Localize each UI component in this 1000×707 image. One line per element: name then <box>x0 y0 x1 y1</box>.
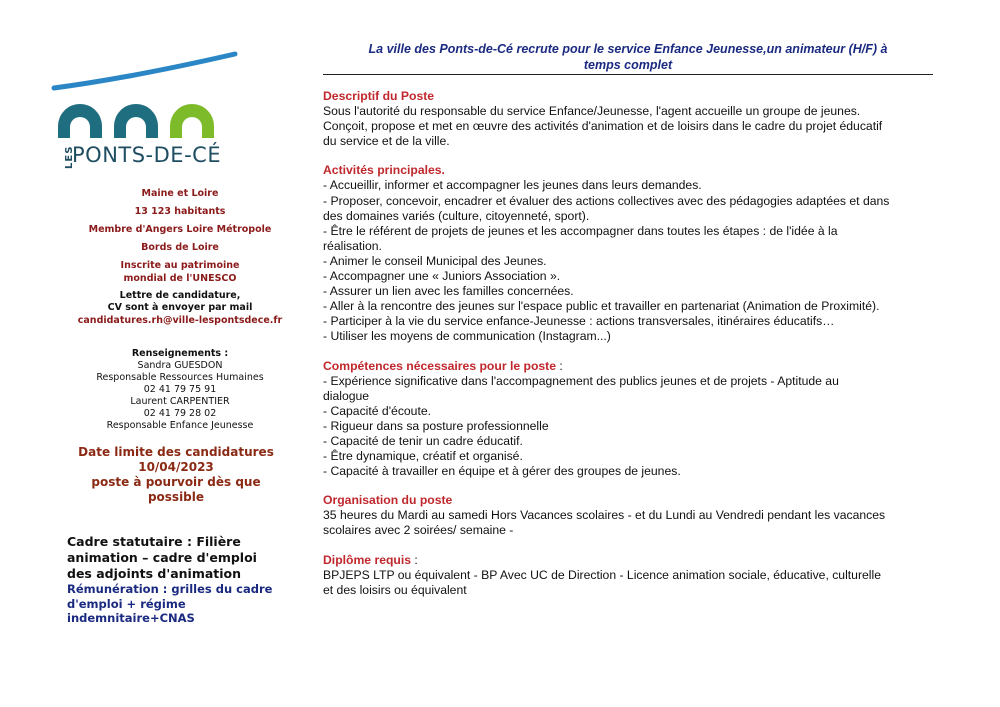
cadre-statutaire <box>67 534 292 582</box>
cadre-line1: Cadre statutaire : Filière <box>67 534 241 549</box>
job-title-line2: temps complet <box>583 57 673 72</box>
diplome-line2: et des loisirs ou équivalent <box>323 582 467 597</box>
activites-item: - Accompagner une « Juniors Association ». <box>323 269 561 284</box>
apply-line2: CV sont à envoyer par mail <box>107 302 253 313</box>
activites-item: - Participer à la vie du service enfance-Jeunesse : actions transversales, itinéraires éducatifs… <box>323 314 835 329</box>
descriptif-heading: Descriptif du Poste <box>323 89 435 103</box>
diplome-heading-row <box>323 553 938 568</box>
job-title-line1: La ville des Ponts-de-Cé recrute pour le service Enfance Jeunesse,un animateur (H/F) à <box>368 42 888 56</box>
competences-heading-row <box>323 359 938 374</box>
competences-heading: Compétences nécessaires pour le poste <box>323 358 557 373</box>
logo-les: LES <box>64 145 75 169</box>
contacts-info <box>60 348 300 432</box>
organisation-line2: scolaires avec 2 soirées/ semaine - <box>323 523 514 538</box>
activites-item: - Utiliser les moyens de communication (Instagram...) <box>323 329 611 344</box>
section-descriptif <box>323 89 938 149</box>
logo-wordmark <box>64 143 252 169</box>
competences-item: - Rigueur dans sa posture professionnelle <box>323 418 549 433</box>
diplome-colon: : <box>411 552 418 567</box>
logo-blue-swoosh <box>54 54 235 88</box>
organisation-heading: Organisation du poste <box>323 493 453 508</box>
activites-item: - Assurer un lien avec les familles concernées. <box>323 284 574 299</box>
activites-item: - Proposer, concevoir, encadrer et évaluer des actions collectives avec des pédagogies adaptées et dans <box>323 193 890 208</box>
town-region: Maine et Loire <box>141 188 219 199</box>
title-divider <box>323 74 933 75</box>
descriptif-line3: du service et de la ville. <box>323 134 450 149</box>
deadline-line1: Date limite des candidatures <box>78 445 274 459</box>
deadline-date: 10/04/2023 <box>138 460 214 474</box>
activites-item: - Animer le conseil Municipal des Jeunes. <box>323 253 547 268</box>
remu-line2: d'emploi + régime <box>67 596 186 611</box>
descriptif-line2: Conçoit, propose et met en œuvre des activités d'animation et de loisirs dans le cadre du projet éducatif <box>323 119 883 134</box>
remu-line1: Rémunération : grilles du cadre <box>67 582 273 596</box>
town-unesco-line2: mondial de l'UNESCO <box>123 273 237 284</box>
town-location: Bords de Loire <box>141 242 219 253</box>
activites-item: - Être le référent de projets de jeunes et les accompagner dans toutes les étapes : de l'idée à la <box>323 223 838 238</box>
contacts-title: Renseignements : <box>131 348 229 359</box>
activites-item: - Accueillir, informer et accompagner les jeunes dans leurs demandes. <box>323 178 702 193</box>
section-organisation <box>323 493 938 538</box>
deadline-line2: poste à pourvoir dès que <box>91 475 261 489</box>
town-info <box>60 187 300 285</box>
descriptif-line1: Sous l'autorité du responsable du service Enfance/Jeunesse, l'agent accueille un groupe de jeunes. <box>323 104 861 119</box>
diplome-heading: Diplôme requis <box>323 552 412 567</box>
competences-item: dialogue <box>323 388 370 403</box>
section-activites <box>323 163 938 344</box>
competences-item: - Expérience significative dans l'accompagnement des publics jeunes et de projets - Aptitude au <box>323 373 839 388</box>
cadre-line2: animation – cadre d'emploi <box>67 550 257 565</box>
section-diplome <box>323 553 938 598</box>
contact2-name: Laurent CARPENTIER <box>130 396 230 407</box>
activites-item: réalisation. <box>323 238 382 253</box>
town-unesco-line1: Inscrite au patrimoine <box>120 260 240 271</box>
activites-heading: Activités principales. <box>323 163 445 178</box>
deadline-line3: possible <box>147 490 205 504</box>
logo-name: PONTS-DE-CÉ <box>72 143 222 167</box>
remu-line3: indemnitaire+CNAS <box>67 611 195 625</box>
contact1-role: Responsable Ressources Humaines <box>96 372 264 383</box>
competences-item: - Capacité d'écoute. <box>323 403 432 418</box>
job-title <box>323 42 933 73</box>
contact1-name: Sandra GUESDON <box>137 360 223 371</box>
competences-item: - Capacité à travailler en équipe et à gérer des groupes de jeunes. <box>323 464 681 479</box>
logo-arch-1 <box>58 104 102 138</box>
competences-item: - Capacité de tenir un cadre éducatif. <box>323 433 523 448</box>
apply-email[interactable]: candidatures.rh@ville-lespontsdece.fr <box>77 315 283 326</box>
diplome-line1: BPJEPS LTP ou équivalent - BP Avec UC de Direction - Licence animation sociale, éducative, culturelle <box>323 567 881 582</box>
logo-arch-2 <box>114 104 158 138</box>
contact1-phone: 02 41 79 75 91 <box>143 384 217 395</box>
application-info <box>60 290 300 327</box>
town-population: 13 123 habitants <box>134 206 226 217</box>
deadline-info <box>56 445 296 505</box>
remuneration <box>67 582 297 626</box>
section-competences <box>323 359 938 480</box>
town-membership: Membre d'Angers Loire Métropole <box>88 224 272 235</box>
organisation-line1: 35 heures du Mardi au samedi Hors Vacances scolaires - et du Lundi au Vendredi pendant les vacances <box>323 508 886 523</box>
cadre-line3: des adjoints d'animation <box>67 566 242 581</box>
activites-item: des domaines variés (culture, citoyenneté, sport). <box>323 208 590 223</box>
job-description <box>323 89 938 612</box>
activites-item: - Aller à la rencontre des jeunes sur l'espace public et travailler en partenariat (Animation de Proximité). <box>323 299 880 314</box>
contact2-phone: 02 41 79 28 02 <box>143 408 217 419</box>
logo-arch-3 <box>170 104 214 138</box>
contact2-role: Responsable Enfance Jeunesse <box>106 420 254 431</box>
competences-colon: : <box>556 358 563 373</box>
competences-item: - Être dynamique, créatif et organisé. <box>323 449 523 464</box>
apply-line1: Lettre de candidature, <box>119 290 241 301</box>
